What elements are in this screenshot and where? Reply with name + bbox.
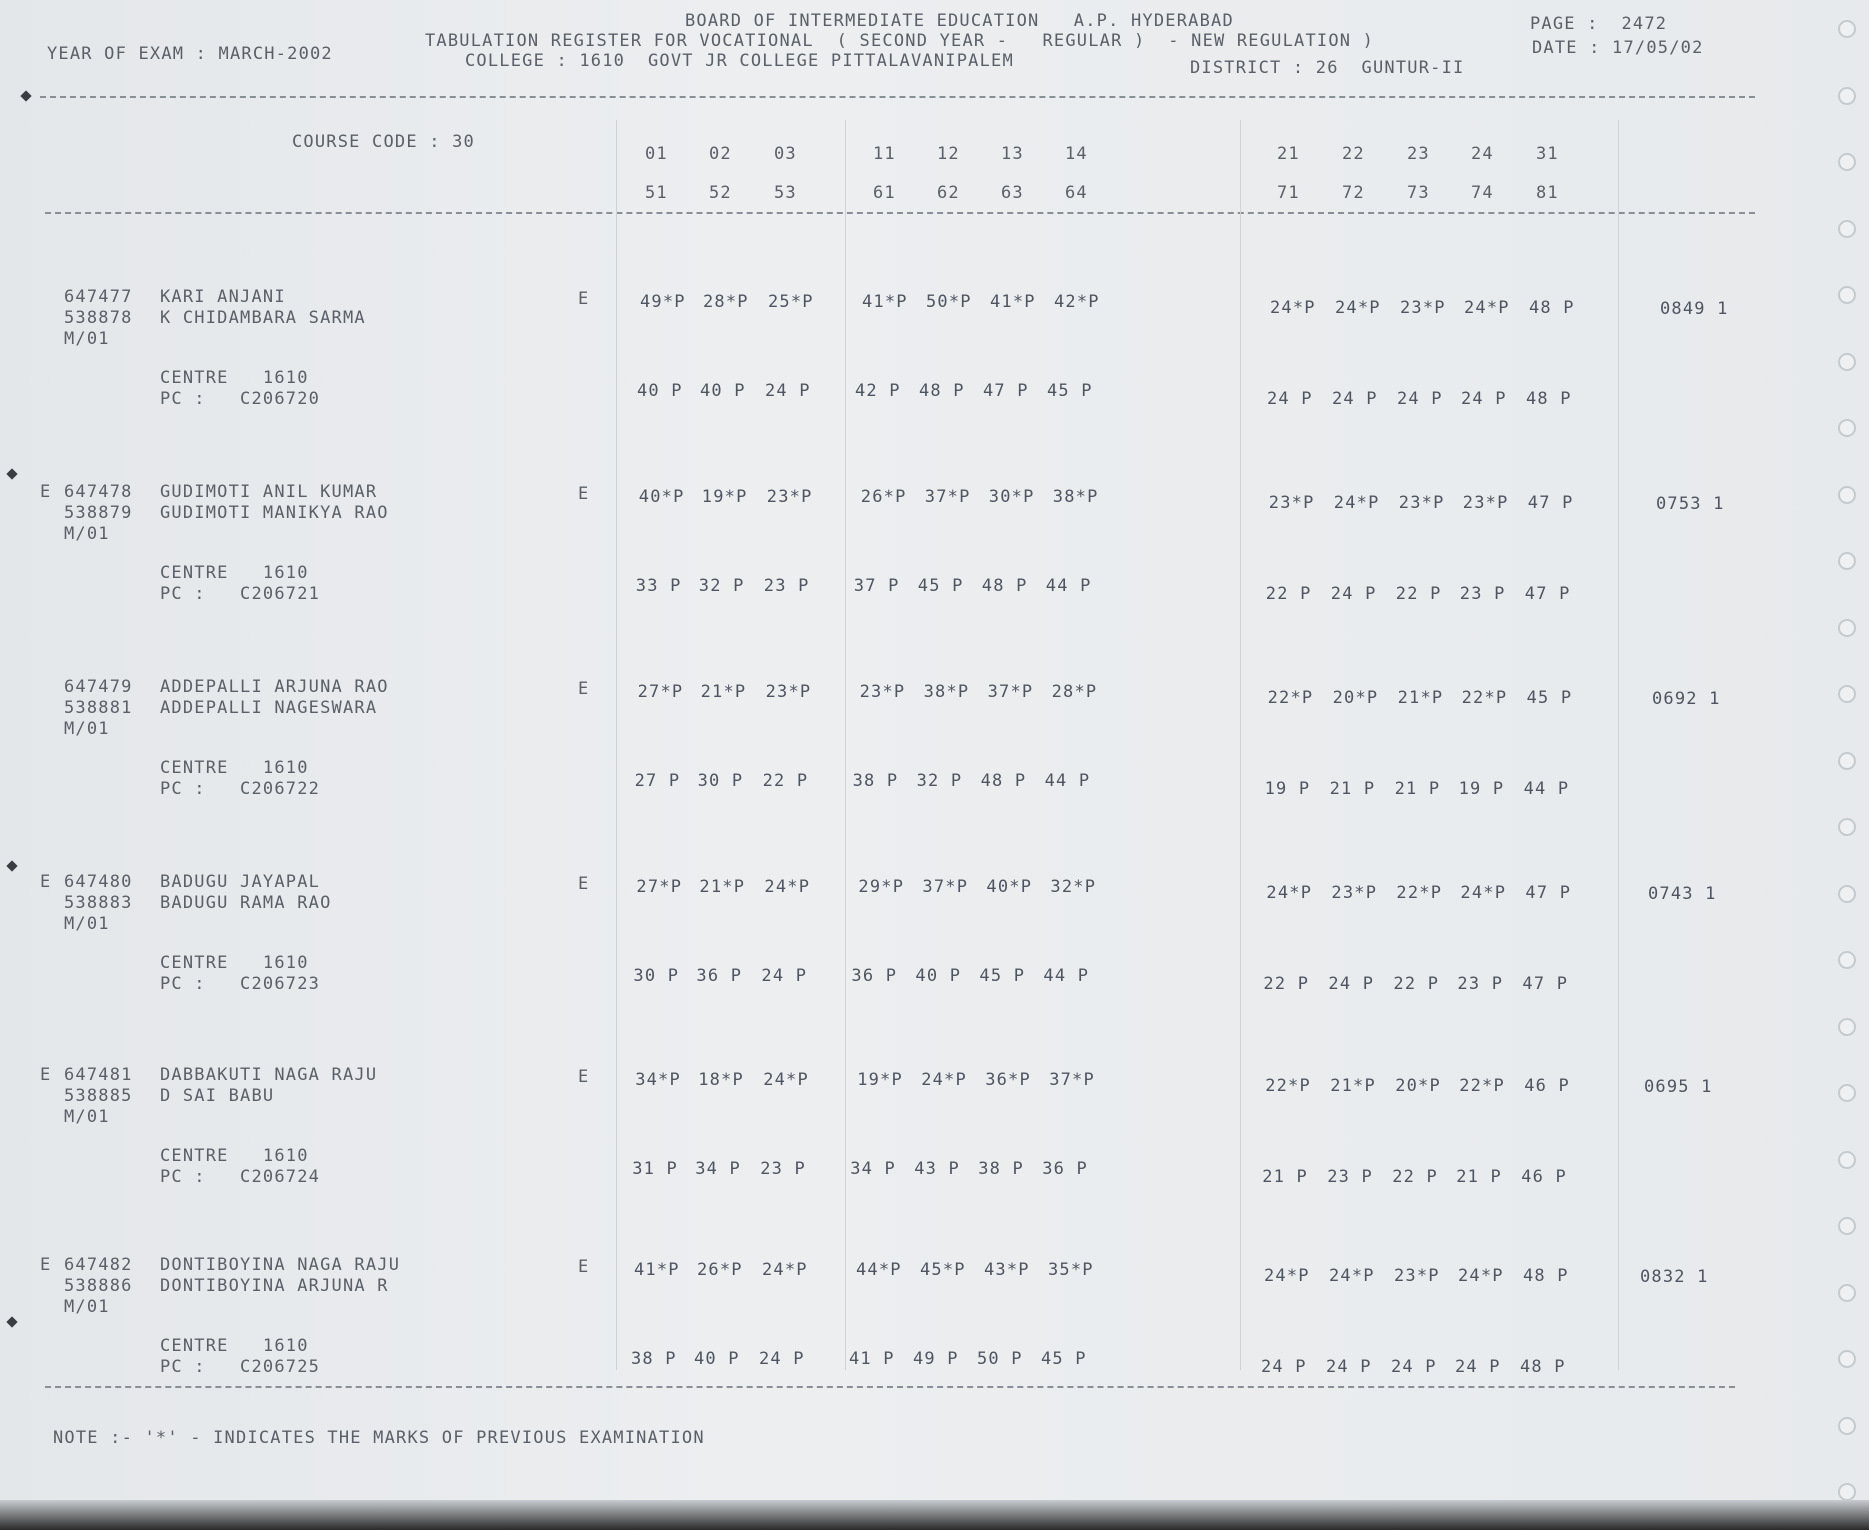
first-year-mark: 23*P (1398, 493, 1445, 513)
column-code: 02 (709, 144, 732, 164)
first-year-mark: 22*P (1265, 1076, 1311, 1096)
perforation-hole (1838, 87, 1856, 105)
total-marks: 0753 1 (1656, 494, 1725, 514)
second-year-mark: 22 P (1392, 1167, 1438, 1187)
footer-rule (45, 1386, 1735, 1388)
perforation-hole (1838, 619, 1856, 637)
first-year-mark: 24*P (1266, 883, 1313, 903)
hall-ticket-number: 647478 (64, 482, 133, 502)
first-year-mark: 24*P (764, 877, 811, 897)
first-year-mark: 38*P (1052, 487, 1099, 507)
column-code: 12 (937, 144, 960, 164)
total-marks: 0849 1 (1660, 299, 1729, 319)
first-year-mark: 38*P (923, 682, 970, 702)
column-code: 24 (1471, 144, 1494, 164)
second-year-mark: 40 P (700, 381, 746, 401)
second-year-mark: 21 P (1456, 1167, 1502, 1187)
column-code: 14 (1065, 144, 1088, 164)
father-name: K CHIDAMBARA SARMA (160, 308, 366, 328)
column-code: 21 (1277, 144, 1300, 164)
second-year-mark: 34 P (850, 1159, 896, 1179)
perforation-hole (1838, 885, 1856, 903)
column-code: 64 (1065, 183, 1088, 203)
first-year-mark: 23*P (1331, 883, 1378, 903)
second-year-mark: 30 P (697, 771, 744, 791)
header-rule (40, 96, 1755, 98)
category: M/01 (64, 524, 110, 544)
second-year-mark: 22 P (1395, 584, 1442, 604)
total-marks: 0692 1 (1652, 689, 1721, 709)
centre-code: CENTRE 1610 (160, 368, 309, 388)
column-code: 22 (1342, 144, 1365, 164)
print-date: DATE : 17/05/02 (1532, 38, 1704, 58)
second-year-mark: 45 P (1047, 381, 1093, 401)
category: M/01 (64, 329, 110, 349)
second-year-mark: 45 P (979, 966, 1026, 986)
second-year-mark: 50 P (977, 1349, 1023, 1369)
medium: E (578, 1257, 590, 1277)
second-year-mark: 38 P (631, 1349, 677, 1369)
total-marks: 0743 1 (1648, 884, 1717, 904)
second-year-mark: 24 P (1391, 1357, 1437, 1377)
second-year-mark: 32 P (698, 576, 745, 596)
first-year-mark: 19*P (701, 487, 748, 507)
first-year-mark: 22*P (1396, 883, 1443, 903)
first-year-mark: 24*P (762, 1260, 808, 1280)
column-code: 03 (774, 144, 797, 164)
pc-number: PC : C206724 (160, 1167, 321, 1187)
course-code: COURSE CODE : 30 (292, 132, 475, 152)
column-code: 62 (937, 183, 960, 203)
first-year-mark: 30*P (988, 487, 1035, 507)
medium: E (578, 484, 590, 504)
category: M/01 (64, 1107, 110, 1127)
registration-number: 538881 (64, 698, 133, 718)
first-year-mark: 43*P (984, 1260, 1030, 1280)
total-marks: 0695 1 (1644, 1077, 1713, 1097)
first-year-mark: 40*P (638, 487, 685, 507)
board-title: BOARD OF INTERMEDIATE EDUCATION A.P. HYDERABAD (685, 11, 1234, 31)
category: M/01 (64, 1297, 110, 1317)
student-name: GUDIMOTI ANIL KUMAR (160, 482, 378, 502)
registration-number: 538885 (64, 1086, 133, 1106)
first-year-mark: 19*P (857, 1070, 903, 1090)
second-year-mark: 24 P (1267, 389, 1313, 409)
first-year-mark: 22*P (1461, 688, 1508, 708)
second-year-mark: 22 P (1263, 974, 1310, 994)
perforation-hole (1838, 1084, 1856, 1102)
second-year-mark: 21 P (1262, 1167, 1308, 1187)
registration-number: 538883 (64, 893, 133, 913)
first-year-mark: 48 P (1523, 1266, 1569, 1286)
centre-code: CENTRE 1610 (160, 1336, 309, 1356)
first-year-mark: 23*P (766, 487, 813, 507)
second-year-mark: 45 P (917, 576, 964, 596)
second-year-mark: 30 P (633, 966, 680, 986)
first-year-mark: 23*P (1394, 1266, 1440, 1286)
first-year-mark: 24*P (1333, 493, 1380, 513)
district-line: DISTRICT : 26 GUNTUR-II (1190, 58, 1465, 78)
first-year-mark: 45 P (1526, 688, 1573, 708)
first-year-mark: 37*P (924, 487, 971, 507)
first-year-mark: 21*P (699, 877, 746, 897)
second-year-mark: 24 P (1332, 389, 1378, 409)
student-name: KARI ANJANI (160, 287, 286, 307)
father-name: DONTIBOYINA ARJUNA R (160, 1276, 389, 1296)
perforation-hole (1838, 286, 1856, 304)
perforation-hole (1838, 1217, 1856, 1235)
first-year-mark: 40*P (986, 877, 1033, 897)
perforation-hole (1838, 20, 1856, 38)
first-year-mark: 21*P (1330, 1076, 1376, 1096)
perforation-hole (1838, 1350, 1856, 1368)
second-year-mark: 24 P (1461, 389, 1507, 409)
category: M/01 (64, 914, 110, 934)
perforation-hole (1838, 486, 1856, 504)
hall-ticket-number: 647477 (64, 287, 133, 307)
first-year-mark: 20*P (1332, 688, 1379, 708)
footer-note: NOTE :- '*' - INDICATES THE MARKS OF PREVIOUS EXAMINATION (53, 1428, 705, 1448)
registration-number: 538886 (64, 1276, 133, 1296)
second-year-mark: 34 P (695, 1159, 741, 1179)
perforation-hole (1838, 1151, 1856, 1169)
first-year-mark: 18*P (698, 1070, 744, 1090)
second-year-mark: 32 P (916, 771, 963, 791)
medium: E (578, 289, 590, 309)
first-year-mark: 24*P (1464, 298, 1510, 318)
second-year-mark: 23 P (760, 1159, 806, 1179)
perforation-hole (1838, 220, 1856, 238)
column-code: 52 (709, 183, 732, 203)
first-year-mark: 26*P (860, 487, 907, 507)
father-name: GUDIMOTI MANIKYA RAO (160, 503, 389, 523)
second-year-mark: 24 P (1455, 1357, 1501, 1377)
first-year-mark: 20*P (1395, 1076, 1441, 1096)
first-year-mark: 26*P (697, 1260, 743, 1280)
pc-number: PC : C206723 (160, 974, 321, 994)
column-header-rule (45, 212, 1755, 214)
column-code: 73 (1407, 183, 1430, 203)
second-year-mark: 27 P (634, 771, 681, 791)
college-line: COLLEGE : 1610 GOVT JR COLLEGE PITTALAVANIPALEM (465, 51, 1014, 71)
first-year-mark: 45*P (920, 1260, 966, 1280)
first-year-mark: 22*P (1459, 1076, 1505, 1096)
second-year-mark: 42 P (855, 381, 901, 401)
second-year-mark: 19 P (1264, 779, 1311, 799)
first-year-mark: 50*P (926, 292, 972, 312)
first-year-mark: 36*P (985, 1070, 1031, 1090)
pc-number: PC : C206721 (160, 584, 321, 604)
hall-ticket-number: 647481 (64, 1065, 133, 1085)
first-year-mark: 24*P (1335, 298, 1381, 318)
pc-number: PC : C206720 (160, 389, 321, 409)
pc-number: PC : C206722 (160, 779, 321, 799)
second-year-mark: 48 P (1520, 1357, 1566, 1377)
registration-number: 538879 (64, 503, 133, 523)
medium: E (578, 679, 590, 699)
second-year-mark: 24 P (1397, 389, 1443, 409)
second-year-mark: 24 P (1330, 584, 1377, 604)
second-year-mark: 44 P (1523, 779, 1570, 799)
first-year-mark: 23*P (1462, 493, 1509, 513)
record-flag: E (40, 872, 52, 892)
first-year-mark: 24*P (763, 1070, 809, 1090)
column-divider (845, 120, 846, 1370)
hall-ticket-number: 647480 (64, 872, 133, 892)
column-code: 61 (873, 183, 896, 203)
first-year-mark: 24*P (921, 1070, 967, 1090)
second-year-mark: 24 P (1326, 1357, 1372, 1377)
perforation-hole (1838, 951, 1856, 969)
second-year-mark: 40 P (694, 1349, 740, 1369)
medium: E (578, 1067, 590, 1087)
perforation-hole (1838, 552, 1856, 570)
second-year-mark: 24 P (761, 966, 808, 986)
second-year-mark: 44 P (1043, 966, 1090, 986)
first-year-mark: 22*P (1267, 688, 1314, 708)
second-year-mark: 44 P (1045, 576, 1092, 596)
second-year-mark: 47 P (983, 381, 1029, 401)
first-year-mark: 34*P (635, 1070, 681, 1090)
first-year-mark: 23*P (1268, 493, 1315, 513)
second-year-mark: 23 P (1459, 584, 1506, 604)
first-year-mark: 23*P (859, 682, 906, 702)
first-year-mark: 46 P (1524, 1076, 1570, 1096)
perforation-hole (1838, 153, 1856, 171)
second-year-mark: 47 P (1522, 974, 1569, 994)
second-year-mark: 44 P (1044, 771, 1091, 791)
second-year-mark: 33 P (635, 576, 682, 596)
first-year-mark: 41*P (634, 1260, 680, 1280)
second-year-mark: 21 P (1394, 779, 1441, 799)
first-year-mark: 24*P (1329, 1266, 1375, 1286)
medium: E (578, 874, 590, 894)
second-year-mark: 23 P (763, 576, 810, 596)
first-year-mark: 49*P (640, 292, 686, 312)
second-year-mark: 36 P (696, 966, 743, 986)
first-year-mark: 21*P (1397, 688, 1444, 708)
page-number: PAGE : 2472 (1530, 14, 1668, 34)
first-year-mark: 24*P (1270, 298, 1316, 318)
second-year-mark: 36 P (851, 966, 898, 986)
second-year-mark: 23 P (1457, 974, 1504, 994)
first-year-mark: 37*P (922, 877, 969, 897)
perforation-hole (1838, 1483, 1856, 1501)
category: M/01 (64, 719, 110, 739)
column-code: 11 (873, 144, 896, 164)
second-year-mark: 38 P (852, 771, 899, 791)
first-year-mark: 25*P (768, 292, 814, 312)
second-year-mark: 19 P (1458, 779, 1505, 799)
second-year-mark: 45 P (1041, 1349, 1087, 1369)
first-year-mark: 48 P (1529, 298, 1575, 318)
second-year-mark: 40 P (915, 966, 962, 986)
second-year-mark: 24 P (759, 1349, 805, 1369)
second-year-mark: 31 P (632, 1159, 678, 1179)
first-year-mark: 35*P (1048, 1260, 1094, 1280)
father-name: ADDEPALLI NAGESWARA (160, 698, 378, 718)
first-year-mark: 44*P (856, 1260, 902, 1280)
first-year-mark: 37*P (987, 682, 1034, 702)
second-year-mark: 48 P (981, 576, 1028, 596)
year-of-exam: YEAR OF EXAM : MARCH-2002 (47, 44, 333, 64)
second-year-mark: 49 P (913, 1349, 959, 1369)
record-flag: E (40, 482, 52, 502)
column-code: 81 (1536, 183, 1559, 203)
first-year-mark: 28*P (1051, 682, 1098, 702)
column-divider (616, 120, 617, 1370)
first-year-mark: 32*P (1050, 877, 1097, 897)
record-flag: E (40, 1255, 52, 1275)
first-year-mark: 47 P (1525, 883, 1572, 903)
perforation-hole (1838, 752, 1856, 770)
column-code: 71 (1277, 183, 1300, 203)
hall-ticket-number: 647482 (64, 1255, 133, 1275)
student-name: BADUGU JAYAPAL (160, 872, 321, 892)
first-year-mark: 23*P (1400, 298, 1446, 318)
first-year-mark: 24*P (1264, 1266, 1310, 1286)
column-code: 23 (1407, 144, 1430, 164)
column-code: 72 (1342, 183, 1365, 203)
second-year-mark: 22 P (1265, 584, 1312, 604)
column-code: 74 (1471, 183, 1494, 203)
column-divider (1240, 120, 1241, 1370)
centre-code: CENTRE 1610 (160, 1146, 309, 1166)
second-year-mark: 40 P (637, 381, 683, 401)
column-code: 01 (645, 144, 668, 164)
perforation-hole (1838, 419, 1856, 437)
perforation-hole (1838, 685, 1856, 703)
centre-code: CENTRE 1610 (160, 563, 309, 583)
second-year-mark: 22 P (762, 771, 809, 791)
second-year-mark: 48 P (980, 771, 1027, 791)
column-code: 63 (1001, 183, 1024, 203)
perforation-hole (1838, 1284, 1856, 1302)
second-year-mark: 21 P (1329, 779, 1376, 799)
first-year-mark: 24*P (1460, 883, 1507, 903)
perforation-hole (1838, 1417, 1856, 1435)
pc-number: PC : C206725 (160, 1357, 321, 1377)
first-year-mark: 42*P (1054, 292, 1100, 312)
second-year-mark: 48 P (919, 381, 965, 401)
first-year-mark: 37*P (1049, 1070, 1095, 1090)
second-year-mark: 47 P (1524, 584, 1571, 604)
registration-number: 538878 (64, 308, 133, 328)
hall-ticket-number: 647479 (64, 677, 133, 697)
centre-code: CENTRE 1610 (160, 758, 309, 778)
column-code: 51 (645, 183, 668, 203)
centre-code: CENTRE 1610 (160, 953, 309, 973)
perforation-hole (1838, 353, 1856, 371)
second-year-mark: 24 P (1261, 1357, 1307, 1377)
perforation-hole (1838, 818, 1856, 836)
second-year-mark: 46 P (1521, 1167, 1567, 1187)
student-name: ADDEPALLI ARJUNA RAO (160, 677, 389, 697)
second-year-mark: 37 P (853, 576, 900, 596)
column-code: 13 (1001, 144, 1024, 164)
first-year-mark: 28*P (703, 292, 749, 312)
page-edge-shadow (0, 1500, 1869, 1530)
perforation-hole (1838, 1018, 1856, 1036)
second-year-mark: 22 P (1393, 974, 1440, 994)
second-year-mark: 36 P (1042, 1159, 1088, 1179)
column-code: 31 (1536, 144, 1559, 164)
student-name: DONTIBOYINA NAGA RAJU (160, 1255, 401, 1275)
first-year-mark: 21*P (700, 682, 747, 702)
first-year-mark: 27*P (636, 877, 683, 897)
first-year-mark: 47 P (1527, 493, 1574, 513)
second-year-mark: 41 P (849, 1349, 895, 1369)
second-year-mark: 24 P (765, 381, 811, 401)
register-title: TABULATION REGISTER FOR VOCATIONAL ( SECOND YEAR - REGULAR ) - NEW REGULATION ) (425, 31, 1375, 51)
first-year-mark: 29*P (858, 877, 905, 897)
first-year-mark: 23*P (765, 682, 812, 702)
father-name: BADUGU RAMA RAO (160, 893, 332, 913)
second-year-mark: 24 P (1328, 974, 1375, 994)
record-flag: E (40, 1065, 52, 1085)
second-year-mark: 43 P (914, 1159, 960, 1179)
father-name: D SAI BABU (160, 1086, 275, 1106)
second-year-mark: 48 P (1526, 389, 1572, 409)
first-year-mark: 27*P (637, 682, 684, 702)
column-code: 53 (774, 183, 797, 203)
second-year-mark: 38 P (978, 1159, 1024, 1179)
student-name: DABBAKUTI NAGA RAJU (160, 1065, 378, 1085)
first-year-mark: 41*P (862, 292, 908, 312)
first-year-mark: 24*P (1458, 1266, 1504, 1286)
total-marks: 0832 1 (1640, 1267, 1709, 1287)
first-year-mark: 41*P (990, 292, 1036, 312)
second-year-mark: 23 P (1327, 1167, 1373, 1187)
column-divider (1618, 120, 1619, 1370)
